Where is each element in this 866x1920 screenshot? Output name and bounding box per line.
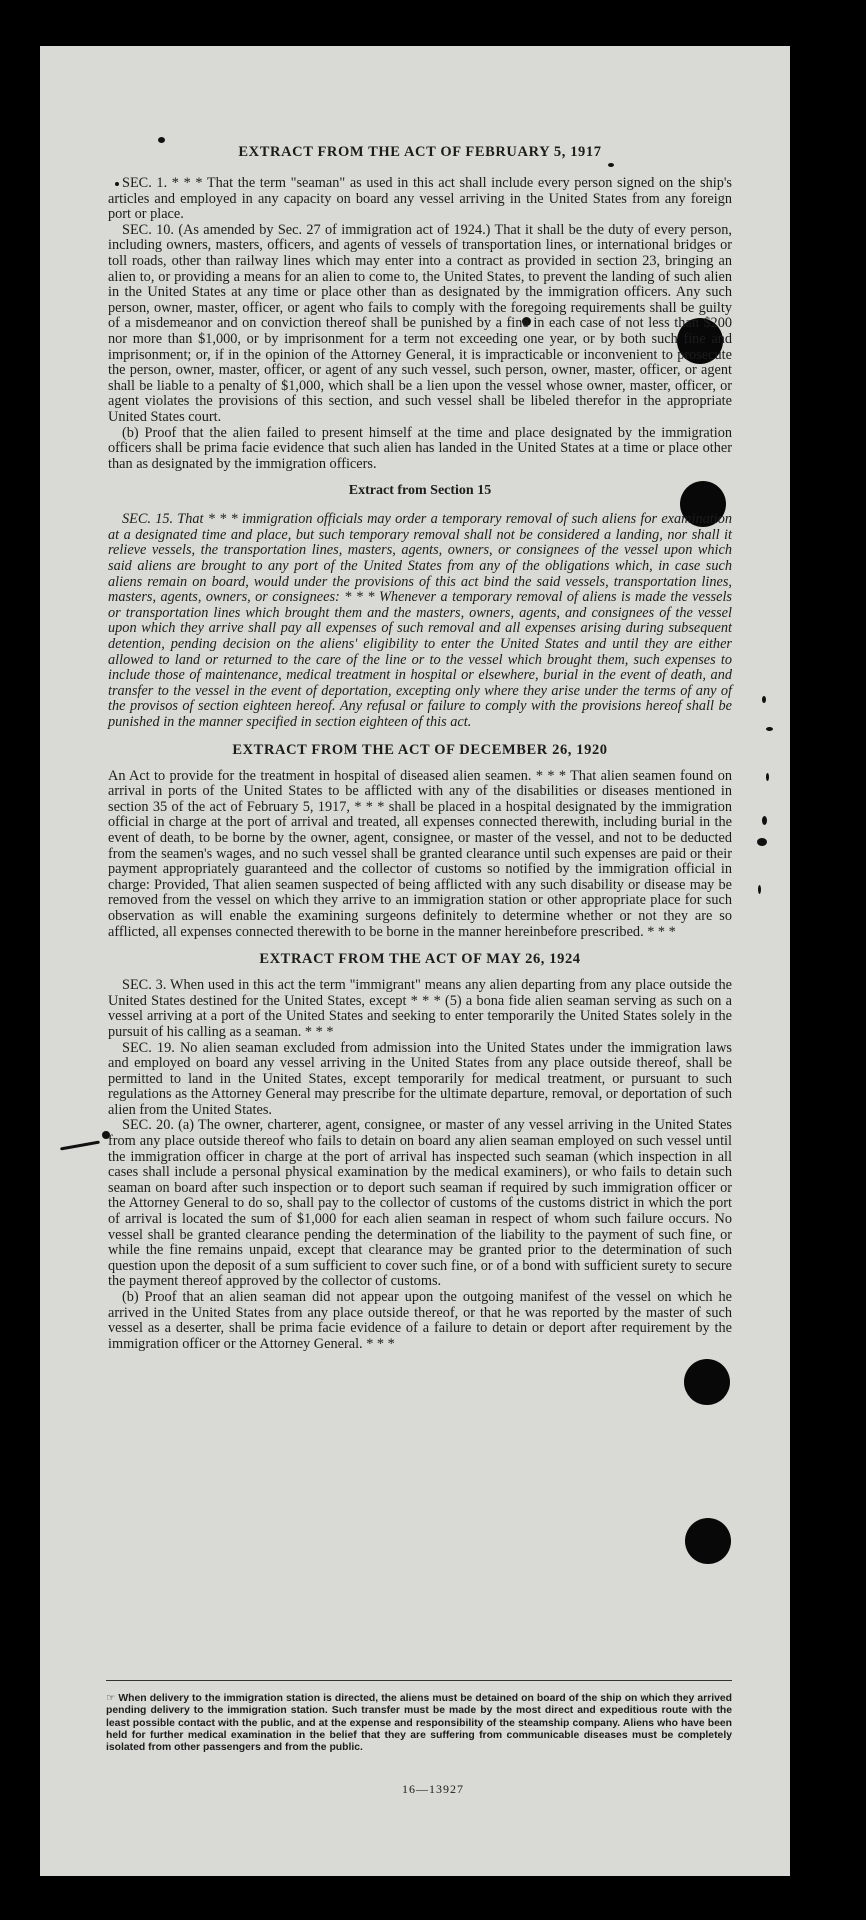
speck (757, 838, 767, 846)
punch-hole-4 (685, 1518, 731, 1564)
heading-act-1917: EXTRACT FROM THE ACT OF FEBRUARY 5, 1917 (238, 144, 602, 160)
paragraph-sec-20-a: SEC. 20. (a) The owner, charterer, agent, consignee, or master of any vessel arriving in the United States from any place outside thereof who fails to detain on board any alien seaman employed on such vessel until the immigration officer in charge at the port of arrival has inspected such seaman (which inspection in all cases shall include a personal physical examination by the medical examiners), or who fails to detain such seaman on board after such inspection or to deport such seaman if required by such immigration officer or the Attorney General to do so, shall pay to the collector of customs of the customs district in which the port of arrival is located the sum of $1,000 for each alien seaman in respect of whom such failure occurs. No vessel shall be granted clearance pending the determination of the liability to the payment of such fine, or while the fine remains unpaid, except that clearance may be granted prior to the determination of such question upon the deposit of a sum sufficient to cover such fine, or of a bond with sufficient surety to secure the payment thereof approved by the collector of customs. (108, 1117, 732, 1290)
footnote-marker-icon: ☞ (106, 1693, 119, 1704)
speck (762, 816, 767, 825)
punch-hole-3 (684, 1359, 730, 1405)
paragraph-sec-10: SEC. 10. (As amended by Sec. 27 of immigration act of 1924.) That it shall be the duty of every person, including owners, masters, officers, and agents of vessels of transportation lines, or international bridges or toll roads, other than railway lines which may enter into a contract as provided in section 23, bringing an alien to, or providing a means for an alien to come to, the United States, to prevent the landing of such alien in the United States at any time or place other than as designated by the immigration officers. Any such person, owner, master, officer, or agent who fails to comply with the foregoing requirements shall be guilty of a misdemeanor and on conviction thereof shall be punished by a fine in each case of not less than $200 nor more than $1,000, or by imprisonment for a term not exceeding one year, or by both such fine and imprisonment; or, if in the opinion of the Attorney General, it is impracticable or inconvenient to prosecute the person, owner, master, officer, or agent of any such vessel, such person, owner, master, officer, or agent shall be liable to a penalty of $1,000, which shall be a lien upon the vessel whose owner, master, officer, or agent violates the provisions of this section, and such vessel shall be libeled therefor in the appropriate United States court. (108, 221, 732, 425)
speck (762, 696, 766, 703)
paragraph-sec-19: SEC. 19. No alien seaman excluded from admission into the United States under the immigration laws and employed on board any vessel arriving in the United States from any place outside thereof, shall be permitted to land in the United States, except temporarily for medical treatment, or pursuant to such regulations as the Attorney General may prescribe for the ultimate departure, removal, or deportation of such alien from the United States. (108, 1039, 732, 1118)
speck (758, 885, 761, 894)
speck (766, 773, 769, 781)
paragraph-sec-15: SEC. 15. That * * * immigration officials may order a temporary removal of such aliens for examination at a designated time and place, but such temporary removal shall not be considered a landing, nor shall it relieve vessels, the transportation lines, masters, agents, owners, or consignees of the vessel upon which said aliens are brought to any port of the United States from any of the obligations which, in case such aliens remain on board, would under the provisions of this act bind the said vessels, transportation lines, masters, agents, owners, or consignees: * * * Whenever a temporary removal of aliens is made the vessels or transportation lines which brought them and the masters, owners, agents, and consignees of the vessel upon which they arrive shall pay all expenses of such removal and all expenses arising during subsequent detention, pending decision on the aliens' eligibility to enter the United States and until they are either allowed to land or returned to the care of the line or to the vessel which brought them, such expenses to include those of maintenance, medical treatment in hospital or elsewhere, burial in the event of death, and transfer to the vessel in the event of deportation, excepting only where they arise under the terms of any of the provisos of section eighteen hereof. Any refusal or failure to comply with the provisions hereof shall be punished in the manner specified in section eighteen of this act. (108, 511, 732, 730)
footnote-divider (106, 1680, 732, 1681)
heading-section-15: Extract from Section 15 (348, 483, 492, 499)
heading-act-1924: EXTRACT FROM THE ACT OF MAY 26, 1924 (259, 951, 581, 968)
paragraph-sec-20-b: (b) Proof that an alien seaman did not appear upon the outgoing manifest of the vessel on which he arrived in the United States from any place outside thereof, or that he was reported by the master of such vessel as a deserter, shall be prima facie evidence of a failure to detain or deport after requirement by the immigration officer or the Attorney General. * * * (108, 1289, 732, 1352)
speck (766, 727, 773, 731)
paragraph-sec-10-b: (b) Proof that the alien failed to present himself at the time and place designated by the immigration officers shall be prima facie evidence that such alien has landed in the United States at a time or place other than as designated by the immigration officers. (108, 424, 732, 472)
heading-act-1920: EXTRACT FROM THE ACT OF DECEMBER 26, 1920 (232, 741, 608, 758)
footnote-text: When delivery to the immigration station is directed, the aliens must be detained on board of the ship on which they arrived pending delivery to the immigration station. Such transfer must be made by the most direct and expeditious route with the least possible contact with the public, and at the expense and responsibility of the steamship company. Aliens who have been held for further medical examination in the belief that they are suffering from communicable diseases must be completely isolated from other passengers and from the public. (106, 1693, 733, 1754)
paragraph-sec-1: SEC. 1. * * * That the term "seaman" as used in this act shall include every person signed on the ship's articles and employed in any capacity on board any vessel arriving in the United States from any foreign port or place. (108, 175, 732, 223)
form-number: 16—13927 (402, 1782, 464, 1796)
paragraph-sec-3: SEC. 3. When used in this act the term "immigrant" means any alien departing from any place outside the United States destined for the United States, except * * * (5) a bona fide alien seaman serving as such on a vessel arriving at a port of the United States and seeking to enter temporarily the United States solely in the pursuit of his calling as a seaman. * * * (108, 977, 732, 1040)
footnote (106, 1693, 732, 1754)
paragraph-act-1920: An Act to provide for the treatment in hospital of diseased alien seamen. * * * That alien seamen found on arrival in ports of the United States to be afflicted with any of the disabilities or diseases mentioned in section 35 of the act of February 5, 1917, * * * shall be placed in a hospital designated by the immigration official in charge at the port of arrival and treated, all expenses connected therewith, including burial in the event of death, to be borne by the owner, agent, consignee, or master of the vessel, and not to be deducted from the seamen's wages, and no such vessel shall be granted clearance until such expenses are paid or their payment appropriately guaranteed and the collector of customs so notified by the immigration official in charge: Provided, That alien seamen suspected of being afflicted with any such disability or disease may be removed from the vessel on which they arrive to an immigration station or other appropriate place for such observation as will enable the examining surgeons definitely to determine whether or not they are so afflicted, all expenses connected therewith to be borne in the manner hereinbefore prescribed. * * * (108, 767, 732, 940)
document-body (108, 143, 732, 1352)
